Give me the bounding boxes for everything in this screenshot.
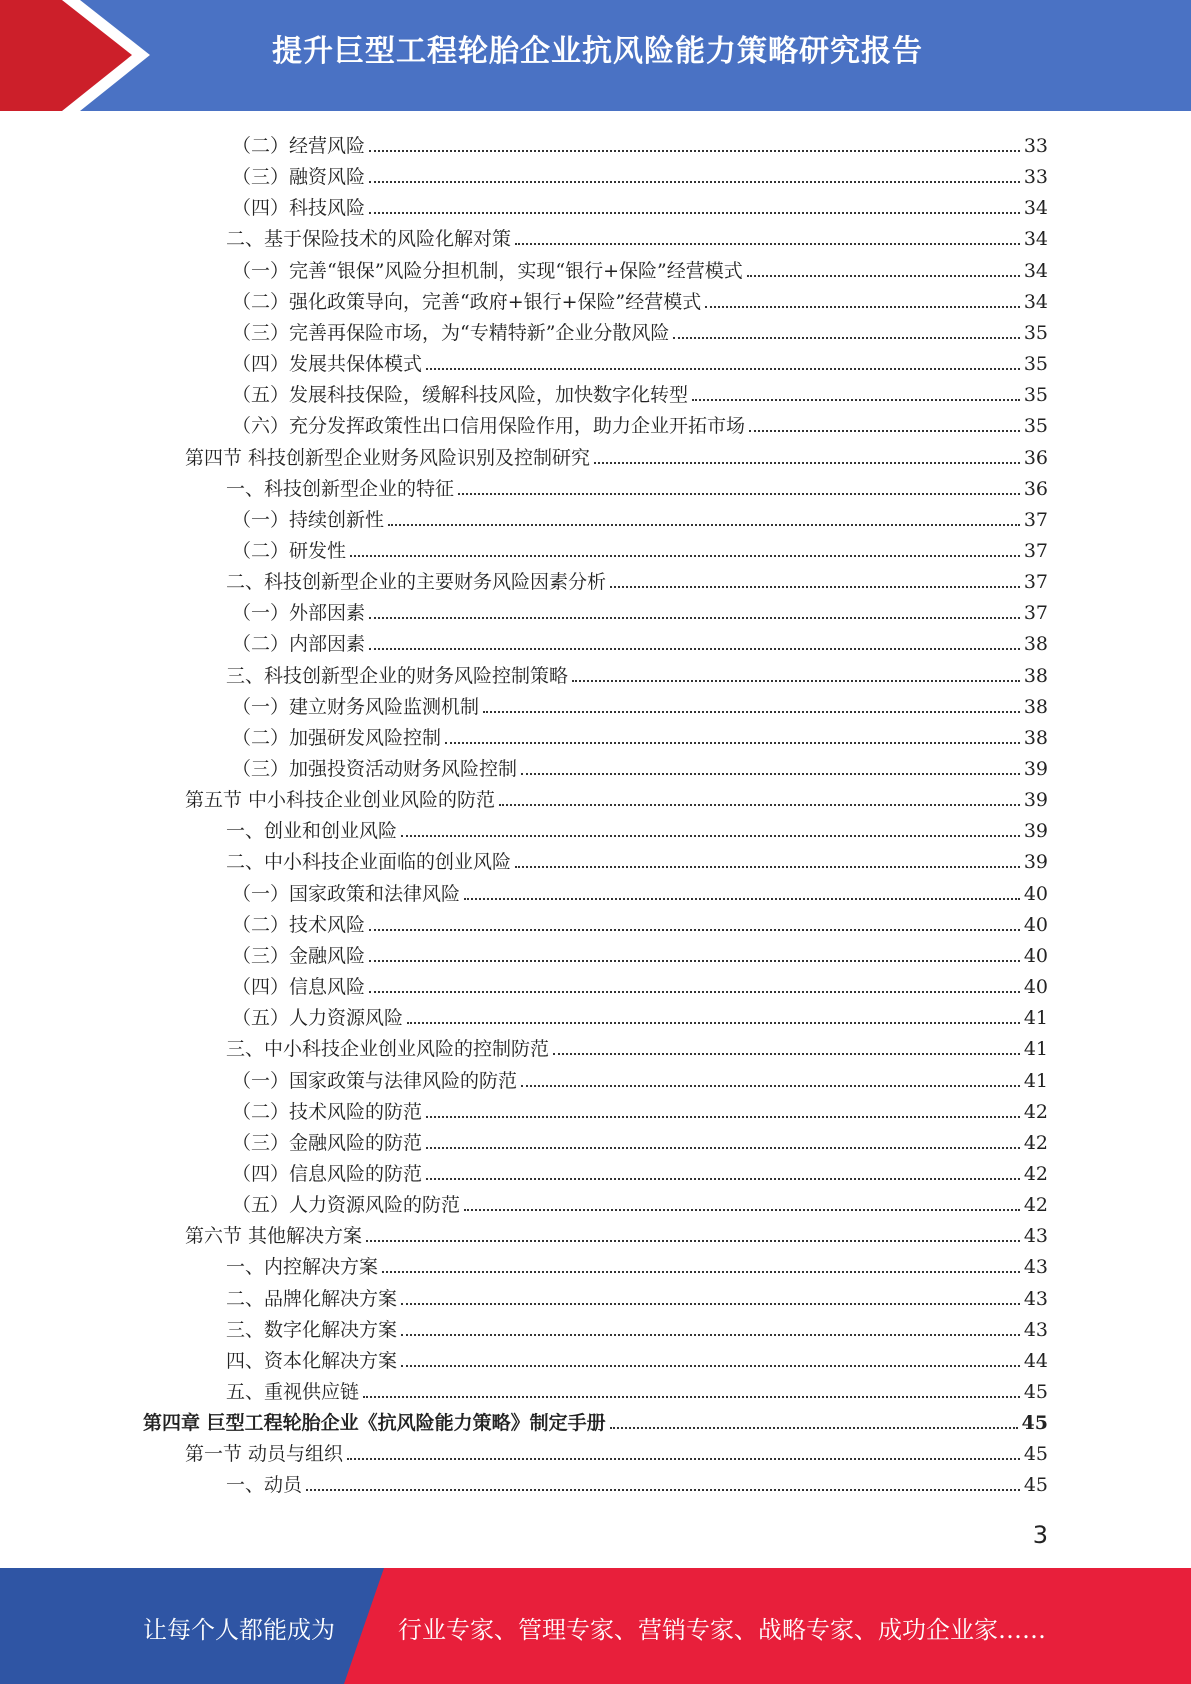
- toc-leader-dots: [673, 337, 1019, 339]
- toc-entry-page: 34: [1023, 197, 1048, 220]
- toc-entry-page: 34: [1023, 259, 1048, 282]
- toc-leader-dots: [369, 150, 1020, 152]
- toc-entry-title: （五）发展科技保险，缓解科技风险，加快数字化转型: [232, 384, 689, 407]
- toc-leader-dots: [369, 617, 1020, 619]
- toc-entry-title: （二）强化政策导向，完善“政府+银行+保险”经营模式: [232, 290, 702, 313]
- toc-entry[interactable]: [232, 968, 1048, 999]
- toc-entry[interactable]: [185, 1217, 1048, 1248]
- toc-entry-page: 37: [1023, 508, 1048, 531]
- toc-entry-page: 42: [1023, 1194, 1048, 1217]
- toc-entry-title: （三）加强投资活动财务风险控制: [232, 758, 518, 780]
- toc-entry[interactable]: [226, 1466, 1048, 1497]
- toc-entry[interactable]: [232, 501, 1048, 532]
- toc-entry-page: 38: [1023, 633, 1048, 656]
- toc-entry-page: 36: [1023, 446, 1048, 469]
- toc-leader-dots: [464, 1209, 1020, 1211]
- toc-entry[interactable]: [226, 470, 1048, 501]
- toc-leader-dots: [594, 462, 1020, 464]
- toc-entry[interactable]: [232, 625, 1048, 656]
- toc-leader-dots: [407, 1022, 1020, 1024]
- toc-entry-title: （二）研发性: [232, 539, 347, 562]
- toc-entry-title: （二）内部因素: [232, 633, 366, 656]
- toc-leader-dots: [747, 275, 1020, 277]
- footer-slogan-left: 让每个人都能成为: [143, 1616, 335, 1644]
- toc-entry-title: 第六节 其他解决方案: [185, 1225, 363, 1248]
- toc-entry[interactable]: [226, 812, 1048, 843]
- toc-leader-dots: [388, 524, 1020, 526]
- toc-entry-title: （二）技术风险: [232, 913, 366, 936]
- toc-leader-dots: [458, 493, 1020, 495]
- toc-leader-dots: [369, 929, 1020, 931]
- toc-leader-dots: [515, 243, 1020, 245]
- toc-entry-page: 42: [1023, 1100, 1048, 1123]
- page-footer: [0, 1568, 1191, 1684]
- toc-leader-dots: [610, 1427, 1018, 1429]
- toc-leader-dots: [369, 960, 1020, 962]
- toc-entry-title: （六）充分发挥政策性出口信用保险作用，助力企业开拓市场: [232, 415, 746, 438]
- toc-entry-page: 43: [1023, 1256, 1048, 1279]
- toc-entry[interactable]: [232, 532, 1048, 563]
- toc-entry-title: （四）科技风险: [232, 197, 366, 220]
- toc-entry-title: （五）人力资源风险的防范: [232, 1194, 461, 1217]
- toc-leader-dots: [369, 648, 1020, 650]
- toc-leader-dots: [426, 368, 1020, 370]
- toc-entry-page: 38: [1023, 664, 1048, 687]
- toc-entry[interactable]: [232, 407, 1048, 438]
- toc-entry-title: （三）金融风险的防范: [232, 1131, 423, 1154]
- toc-entry[interactable]: [232, 376, 1048, 407]
- toc-leader-dots: [521, 773, 1020, 775]
- toc-entry-title: 五、重视供应链: [226, 1381, 360, 1403]
- toc-entry-page: 40: [1023, 913, 1048, 936]
- toc-entry-title: （二）技术风险的防范: [232, 1100, 423, 1123]
- toc-leader-dots: [369, 991, 1020, 993]
- toc-entry-page: 43: [1023, 1287, 1048, 1310]
- toc-entry-title: （二）加强研发风险控制: [232, 726, 442, 749]
- toc-leader-dots: [366, 1240, 1020, 1242]
- toc-leader-dots: [515, 866, 1020, 868]
- toc-entry-title: （四）信息风险: [232, 976, 366, 999]
- toc-entry-title: 三、数字化解决方案: [226, 1318, 398, 1341]
- toc-leader-dots: [521, 1085, 1020, 1087]
- toc-leader-dots: [426, 1178, 1020, 1180]
- toc-entry-title: 二、科技创新型企业的主要财务风险因素分析: [226, 571, 607, 594]
- toc-entry-page: 44: [1023, 1349, 1048, 1372]
- toc-entry[interactable]: [232, 999, 1048, 1030]
- toc-entry-title: 二、基于保险技术的风险化解对策: [226, 228, 512, 251]
- toc-entry[interactable]: [226, 1311, 1048, 1342]
- toc-leader-dots: [350, 555, 1020, 557]
- toc-leader-dots: [426, 1116, 1020, 1118]
- toc-leader-dots: [426, 1147, 1020, 1149]
- toc-entry-page: 36: [1023, 477, 1048, 500]
- toc-leader-dots: [705, 306, 1020, 308]
- toc-entry-title: 第四章 巨型工程轮胎企业《抗风险能力策略》制定手册: [143, 1412, 606, 1435]
- toc-entry[interactable]: [232, 283, 1048, 314]
- toc-entry-page: 41: [1023, 1069, 1048, 1092]
- page-header: [0, 0, 1191, 111]
- toc-entry-title: 第四节 科技创新型企业财务风险识别及控制研究: [185, 446, 591, 469]
- toc-entry-title: 三、科技创新型企业的财务风险控制策略: [226, 664, 569, 687]
- toc-entry[interactable]: [232, 1124, 1048, 1155]
- toc-entry[interactable]: [143, 1404, 1048, 1435]
- toc-entry-title: （一）外部因素: [232, 602, 366, 625]
- toc-entry-page: 45: [1023, 1474, 1048, 1497]
- toc-entry[interactable]: [226, 1373, 1048, 1404]
- toc-leader-dots: [401, 1365, 1020, 1367]
- toc-entry-page: 35: [1023, 415, 1048, 438]
- toc-entry[interactable]: [226, 563, 1048, 594]
- toc-entry-title: （一）国家政策和法律风险: [232, 882, 461, 905]
- toc-entry[interactable]: [232, 345, 1048, 376]
- toc-leader-dots: [401, 1334, 1020, 1336]
- toc-entry-page: 39: [1023, 789, 1048, 812]
- toc-entry[interactable]: [232, 314, 1048, 345]
- toc-entry[interactable]: [232, 252, 1048, 283]
- toc-entry-title: （一）完善“银保”风险分担机制，实现“银行+保险”经营模式: [232, 259, 743, 282]
- toc-leader-dots: [445, 742, 1020, 744]
- toc-entry-title: （三）金融风险: [232, 944, 366, 967]
- toc-leader-dots: [749, 430, 1020, 432]
- toc-entry[interactable]: [226, 1342, 1048, 1373]
- toc-entry[interactable]: [226, 1248, 1048, 1279]
- toc-entry[interactable]: [185, 439, 1048, 470]
- toc-entry-page: 37: [1023, 602, 1048, 625]
- toc-leader-dots: [692, 399, 1020, 401]
- page-number: 3: [1032, 1521, 1048, 1549]
- toc-entry-page: 45: [1021, 1412, 1048, 1435]
- toc-entry-page: 42: [1023, 1131, 1048, 1154]
- toc-leader-dots: [401, 1303, 1020, 1305]
- toc-entry-title: 第一节 动员与组织: [185, 1443, 344, 1466]
- toc-entry-page: 40: [1023, 944, 1048, 967]
- toc-entry[interactable]: [226, 220, 1048, 251]
- toc-entry-page: 41: [1023, 1007, 1048, 1030]
- toc-entry-title: 一、动员: [226, 1474, 303, 1497]
- toc-entry-page: 40: [1023, 976, 1048, 999]
- toc-entry[interactable]: [232, 875, 1048, 906]
- toc-entry-page: 40: [1023, 882, 1048, 905]
- toc-leader-dots: [610, 586, 1020, 588]
- toc-entry-page: 37: [1023, 539, 1048, 562]
- toc-entry-page: 43: [1023, 1318, 1048, 1341]
- toc-leader-dots: [401, 835, 1020, 837]
- toc-entry-title: 一、创业和创业风险: [226, 820, 398, 843]
- toc-entry[interactable]: [226, 1280, 1048, 1311]
- toc-leader-dots: [572, 680, 1020, 682]
- toc-entry-page: 34: [1023, 290, 1048, 313]
- toc-entry-title: （一）国家政策与法律风险的防范: [232, 1069, 518, 1092]
- toc-leader-dots: [369, 212, 1020, 214]
- toc-entry-page: 45: [1023, 1381, 1048, 1403]
- toc-entry-page: 33: [1023, 166, 1048, 189]
- toc-leader-dots: [464, 898, 1020, 900]
- toc-entry[interactable]: [226, 1030, 1048, 1061]
- toc-leader-dots: [499, 804, 1020, 806]
- toc-leader-dots: [483, 711, 1020, 713]
- toc-entry[interactable]: [232, 719, 1048, 750]
- footer-slogan-right: 行业专家、管理专家、营销专家、战略专家、成功企业家……: [398, 1616, 1046, 1644]
- toc-entry-title: （三）完善再保险市场，为“专精特新”企业分散风险: [232, 321, 670, 344]
- toc-entry-title: （一）持续创新性: [232, 508, 385, 531]
- toc-entry-title: 二、品牌化解决方案: [226, 1287, 398, 1310]
- toc-entry-page: 39: [1023, 851, 1048, 874]
- toc-entry-title: 一、科技创新型企业的特征: [226, 477, 455, 500]
- toc-entry[interactable]: [232, 158, 1048, 189]
- toc-entry[interactable]: [185, 1435, 1048, 1466]
- report-title: 提升巨型工程轮胎企业抗风险能力策略研究报告: [272, 34, 923, 69]
- toc-entry-page: 43: [1023, 1225, 1048, 1248]
- toc-entry-title: （五）人力资源风险: [232, 1007, 404, 1030]
- toc-entry-page: 33: [1023, 135, 1048, 157]
- toc-entry-page: 34: [1023, 228, 1048, 251]
- toc-entry[interactable]: [232, 127, 1048, 158]
- toc-entry-title: （四）信息风险的防范: [232, 1162, 423, 1185]
- toc-entry[interactable]: [232, 937, 1048, 968]
- toc-entry-page: 39: [1023, 820, 1048, 843]
- toc-entry[interactable]: [232, 750, 1048, 781]
- toc-entry[interactable]: [232, 1155, 1048, 1186]
- toc-entry-title: 二、中小科技企业面临的创业风险: [226, 851, 512, 874]
- toc-entry[interactable]: [232, 1186, 1048, 1217]
- toc-entry[interactable]: [232, 1093, 1048, 1124]
- toc-entry-page: 35: [1023, 321, 1048, 344]
- toc-entry-page: 38: [1023, 726, 1048, 749]
- toc-leader-dots: [382, 1271, 1020, 1273]
- toc-leader-dots: [369, 181, 1020, 183]
- toc-entry[interactable]: [226, 657, 1048, 688]
- toc-entry[interactable]: [226, 843, 1048, 874]
- toc-leader-dots: [363, 1396, 1020, 1398]
- toc-entry[interactable]: [232, 688, 1048, 719]
- toc-entry[interactable]: [232, 594, 1048, 625]
- toc-entry-page: 38: [1023, 695, 1048, 718]
- toc-entry[interactable]: [232, 906, 1048, 937]
- toc-entry-title: 四、资本化解决方案: [226, 1349, 398, 1372]
- toc-leader-dots: [347, 1458, 1020, 1460]
- toc-entry-page: 41: [1023, 1038, 1048, 1061]
- toc-entry[interactable]: [185, 781, 1048, 812]
- toc-entry-title: 第五节 中小科技企业创业风险的防范: [185, 789, 496, 812]
- toc-entry-title: 三、中小科技企业创业风险的控制防范: [226, 1038, 550, 1061]
- toc-entry-title: 一、内控解决方案: [226, 1256, 379, 1279]
- toc-entry-page: 39: [1023, 758, 1048, 780]
- toc-entry-title: （四）发展共保体模式: [232, 353, 423, 376]
- toc-leader-dots: [306, 1489, 1020, 1491]
- toc-entry[interactable]: [232, 189, 1048, 220]
- toc-entry-title: （一）建立财务风险监测机制: [232, 695, 480, 718]
- toc-entry-page: 35: [1023, 384, 1048, 407]
- toc-entry-title: （二）经营风险: [232, 135, 366, 157]
- toc-entry-page: 37: [1023, 571, 1048, 594]
- toc-entry[interactable]: [232, 1062, 1048, 1093]
- toc-entry-page: 45: [1023, 1443, 1048, 1466]
- toc-entry-page: 42: [1023, 1162, 1048, 1185]
- toc-leader-dots: [553, 1053, 1020, 1055]
- toc-entry-page: 35: [1023, 353, 1048, 376]
- toc-entry-title: （三）融资风险: [232, 166, 366, 189]
